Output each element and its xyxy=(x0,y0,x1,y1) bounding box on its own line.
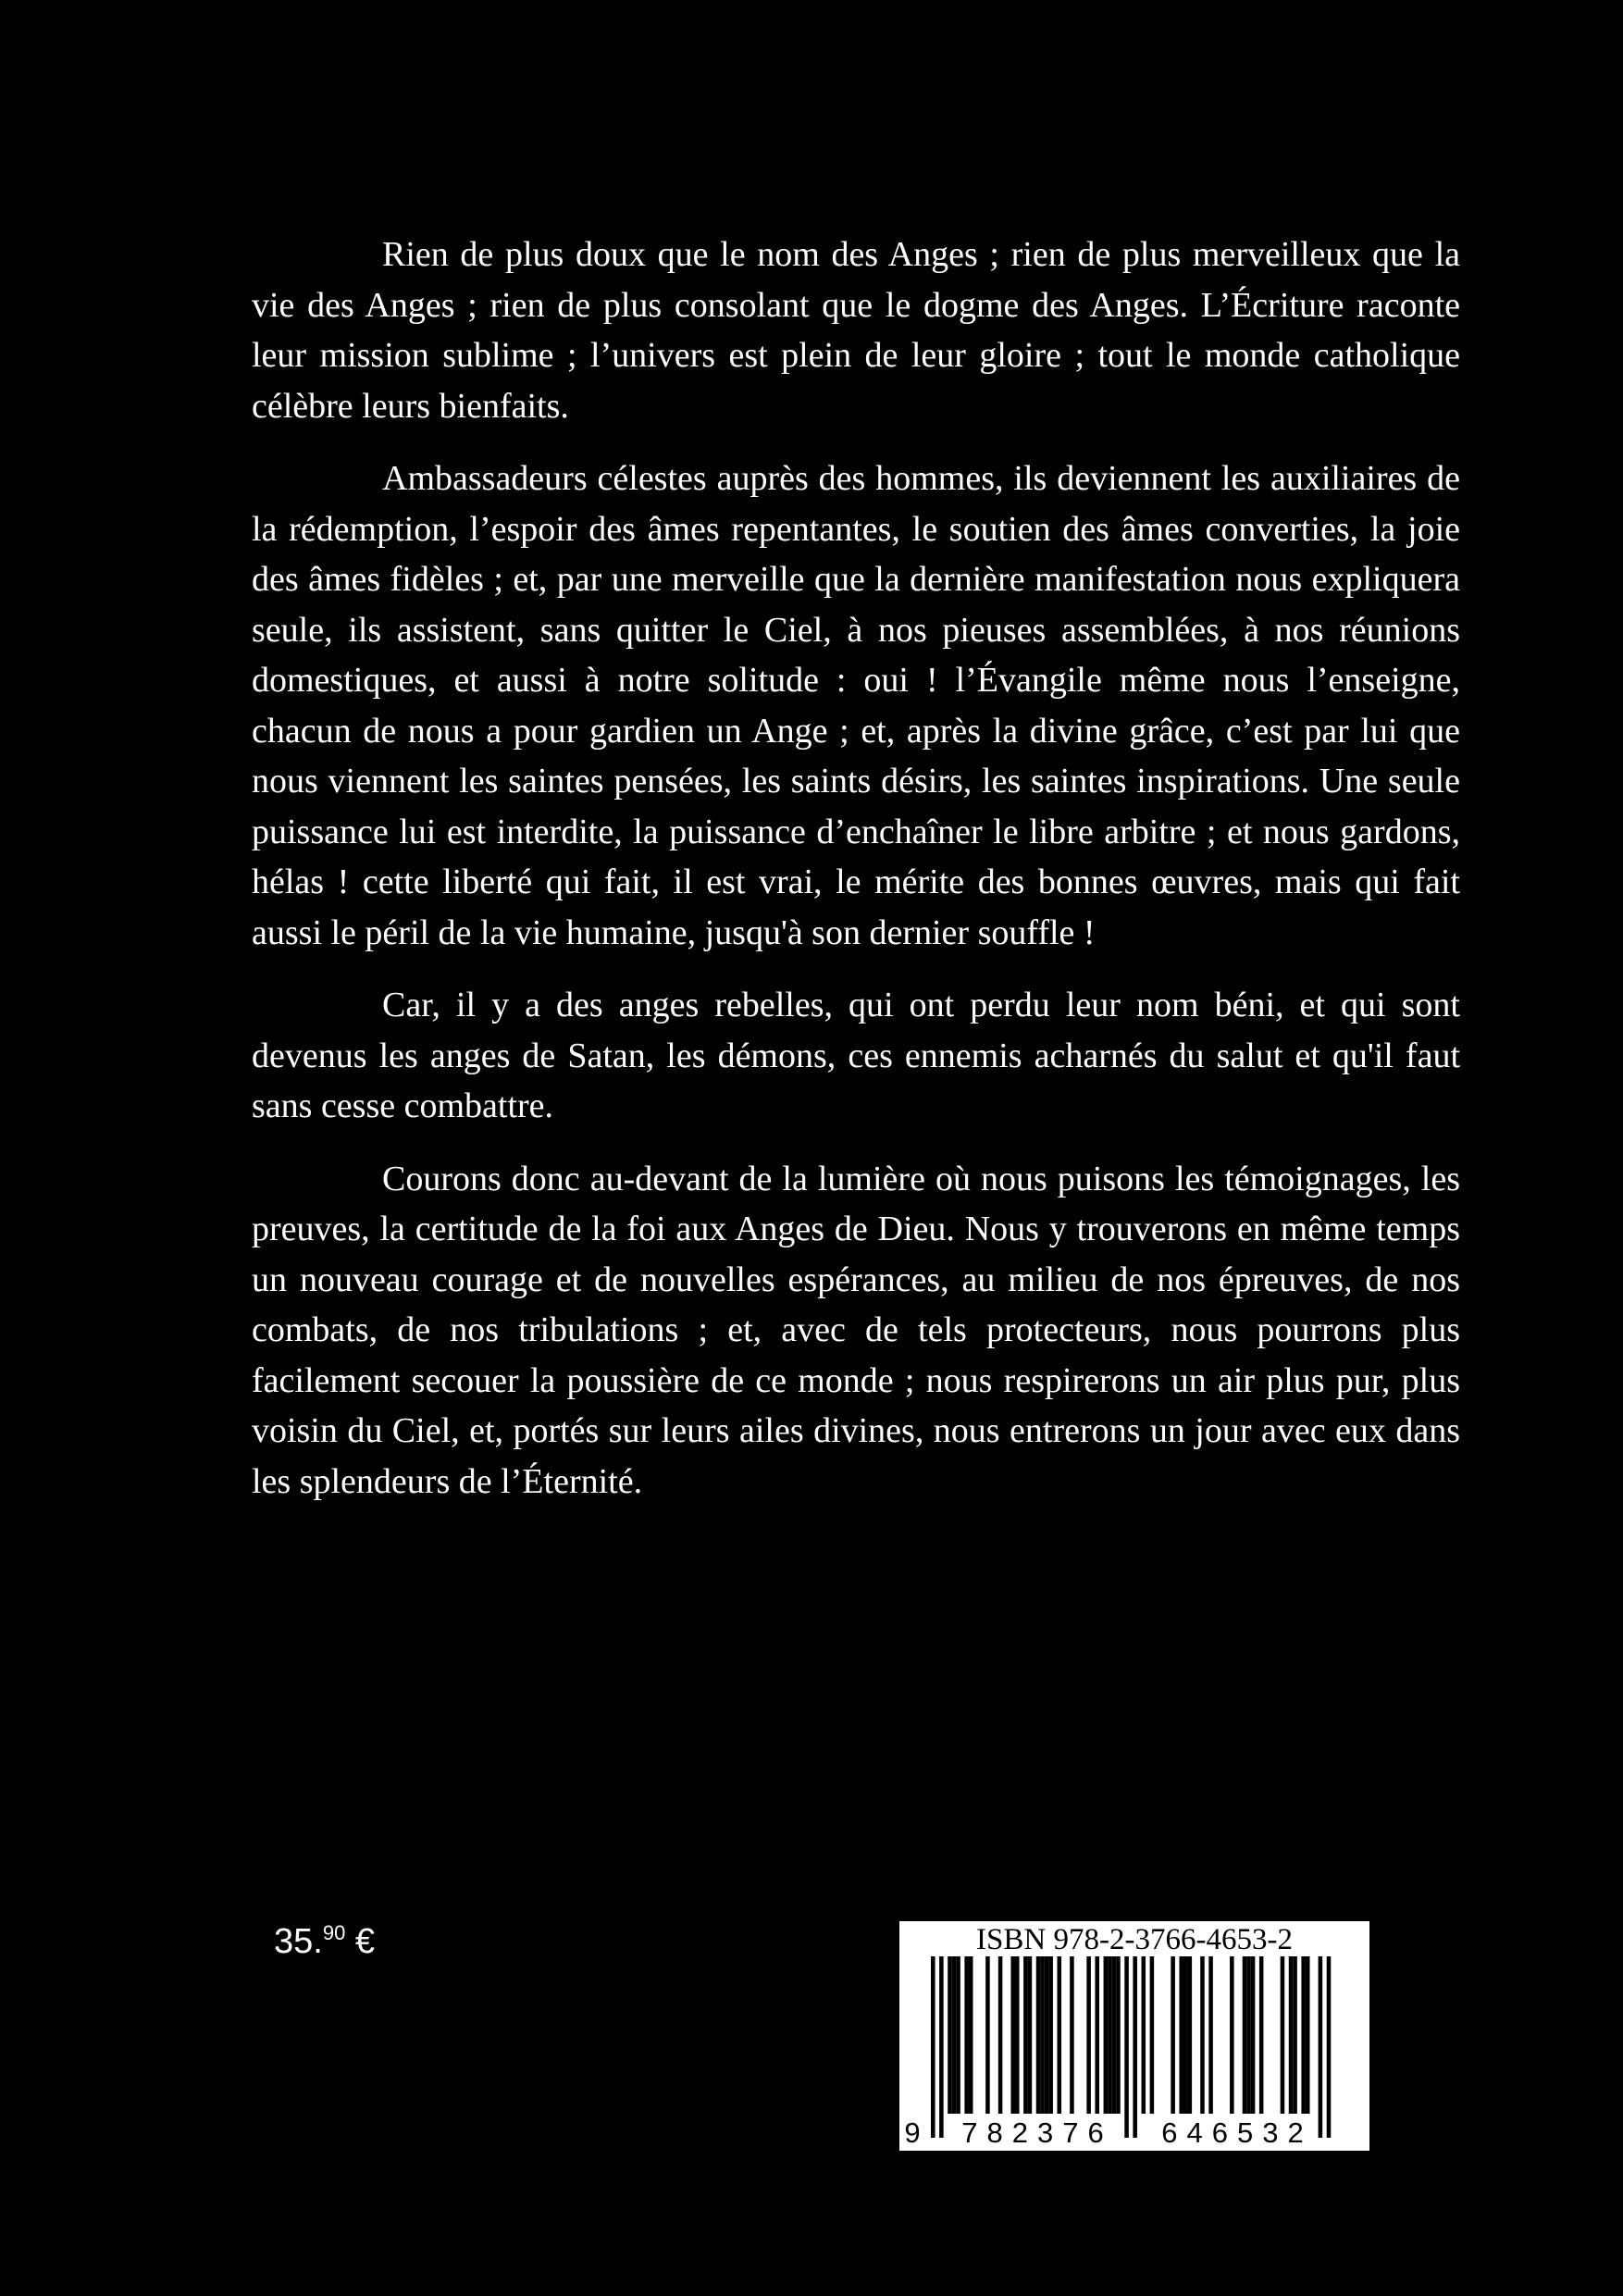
barcode-bar xyxy=(1045,1956,1049,2114)
barcode-bar xyxy=(1230,1956,1234,2114)
barcode-bar xyxy=(1208,1956,1213,2114)
barcode-bar xyxy=(985,1956,990,2114)
barcode-bar xyxy=(1116,1956,1121,2114)
blurb-text xyxy=(252,230,1460,1529)
barcode-bar xyxy=(1306,1956,1310,2114)
barcode-bar xyxy=(1028,1956,1033,2114)
barcode-bar xyxy=(1281,1956,1285,2114)
isbn-barcode xyxy=(899,1921,1369,2151)
barcode-bar xyxy=(1150,1956,1155,2114)
barcode-bar xyxy=(1251,1956,1256,2114)
blurb-paragraph-3: Car, il y a des anges rebelles, qui ont perdu leur nom béni, et qui sont devenus les anges de Satan, les démons, ces ennemis acharnés du salut et qu'il faut sans cesse combattre. xyxy=(252,986,1460,1125)
price-main: 35. xyxy=(274,1922,323,1961)
barcode-bar xyxy=(1112,1956,1117,2114)
barcode-bar xyxy=(1048,1956,1053,2114)
barcode-bars xyxy=(899,1956,1369,2138)
barcode-bar xyxy=(1289,1956,1294,2114)
blurb-paragraph-2: Ambassadeurs célestes auprès des hommes, ils deviennent les auxiliaires de la rédemption, l’espoir des âmes repentantes, le soutien des âmes converties, la joie des âmes fidèles ; et, par une merveille que la dernière manifestation nous expliquera seule, ils assistent, sans quitter le Ciel, à nos pieuses assemblées, à nos réunions domestiques, et aussi à notre solitude : oui ! l’Évangile même nous l’enseigne, chacun de nous a pour gardien un Ange ; et, après la divine grâce, c’est par lui que nous viennent les saintes pensées, les saints désirs, les saintes inspirations. Une seule puissance lui est interdite, la puissance d’enchaîner le libre arbitre ; et nous gardons, hélas ! cette liberté qui fait, il est vrai, le mérite des bonnes œuvres, mais qui fait aussi le péril de la vie humaine, jusqu'à son dernier souffle ! xyxy=(252,459,1460,952)
barcode-bar xyxy=(1058,1956,1062,2114)
barcode-bar xyxy=(1179,1956,1183,2114)
barcode-bar xyxy=(1036,1956,1041,2114)
barcode-bar xyxy=(1095,1956,1099,2114)
barcode-guard-bar xyxy=(939,1956,944,2138)
barcode-bar xyxy=(1070,1956,1074,2114)
barcode-bar xyxy=(1200,1956,1205,2114)
barcode-bar xyxy=(1301,1956,1306,2114)
barcode-bar xyxy=(1086,1956,1091,2114)
barcode-bar xyxy=(1293,1956,1297,2114)
barcode-bar xyxy=(1015,1956,1020,2114)
barcode-right-digits: 646532 xyxy=(1161,2116,1313,2149)
barcode-bar xyxy=(969,1956,973,2114)
isbn-label: ISBN 978-2-3766-4653-2 xyxy=(976,1923,1293,1956)
barcode-bar xyxy=(964,1956,969,2114)
barcode-bar xyxy=(1246,1956,1251,2114)
barcode-bar xyxy=(956,1956,960,2114)
price-currency: € xyxy=(354,1922,376,1961)
barcode-guard-bar xyxy=(1327,1956,1332,2138)
blurb-paragraph-1: Rien de plus doux que le nom des Anges ; rien de plus merveilleux que la vie des Anges ; rien de plus consolant que le dogme des Anges. L’Écriture raconte leur mission sublime ; l’univers est plein de leur gloire ; tout le monde catholique célèbre leurs bienfaits. xyxy=(252,235,1460,426)
barcode-bar xyxy=(1243,1956,1247,2114)
blurb-paragraph-4: Courons donc au-devant de la lumière où nous puisons les témoignages, les preuves, la certitude de la foi aux Anges de Dieu. Nous y trouverons en même temps un nouveau courage et de nouvelles espérances, au milieu de nos épreuves, de nos combats, de nos tribulations ; et, avec de tels protecteurs, nous pourrons plus facilement secouer la poussière de ce monde ; nous respirerons un air plus pur, plus voisin du Ciel, et, portés sur leurs ailes divines, nous entrerons un jour avec eux dans les splendeurs de l’Éternité. xyxy=(252,1159,1460,1501)
barcode-bar xyxy=(1171,1956,1175,2114)
barcode-bar xyxy=(952,1956,957,2114)
barcode-guard-bar xyxy=(931,1956,935,2138)
barcode-bar xyxy=(1023,1956,1028,2114)
barcode-bar xyxy=(1183,1956,1188,2114)
barcode-bar xyxy=(1108,1956,1112,2114)
barcode-guard-bar xyxy=(1133,1956,1137,2138)
price-label xyxy=(274,1919,375,1964)
barcode-bar xyxy=(1010,1956,1015,2114)
barcode-guard-bar xyxy=(1319,1956,1323,2138)
barcode-bar xyxy=(948,1956,952,2114)
barcode-bar xyxy=(1104,1956,1109,2114)
barcode-guard-bar xyxy=(1124,1956,1129,2138)
barcode-bar xyxy=(1259,1956,1264,2114)
barcode-bar xyxy=(1040,1956,1045,2114)
barcode-leading-digit: 9 xyxy=(904,2116,921,2149)
price-cents: 90 xyxy=(322,1921,346,1944)
barcode-bar xyxy=(1188,1956,1193,2114)
barcode-bar xyxy=(1142,1956,1146,2114)
barcode-bar xyxy=(998,1956,1003,2114)
barcode-left-digits: 782376 xyxy=(961,2116,1113,2149)
